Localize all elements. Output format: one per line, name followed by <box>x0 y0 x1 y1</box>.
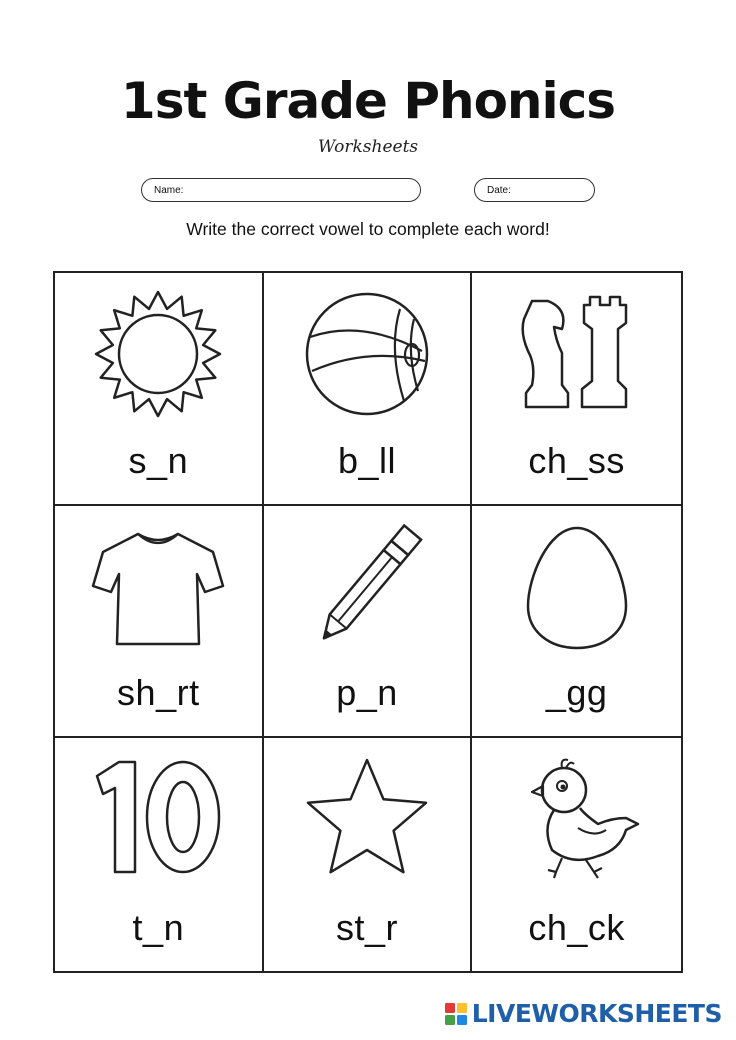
liveworksheets-brand: LIVEWORKSHEETS <box>471 999 722 1028</box>
pencil-icon <box>292 522 442 652</box>
chess-pieces-icon <box>502 289 652 419</box>
page-title: 1st Grade Phonics <box>120 72 616 130</box>
liveworksheets-logo <box>444 999 722 1028</box>
star-icon <box>292 754 442 884</box>
cell-ten <box>55 738 264 971</box>
page-subtitle: Worksheets <box>317 137 419 157</box>
date-field[interactable] <box>474 178 595 202</box>
chick-icon <box>502 754 652 884</box>
word-ten[interactable]: t_n <box>132 907 185 948</box>
ball-icon <box>292 289 442 419</box>
cell-ball <box>264 273 473 506</box>
word-ball[interactable]: b_ll <box>337 439 397 481</box>
egg-icon <box>502 522 652 652</box>
cell-star <box>264 738 473 971</box>
worksheet-grid <box>53 271 683 973</box>
cell-sun <box>55 273 264 506</box>
word-chick[interactable]: ch_ck <box>528 907 625 948</box>
word-shirt[interactable]: sh_rt <box>117 672 200 714</box>
cell-shirt <box>55 506 264 739</box>
cell-egg <box>472 506 681 739</box>
name-label: Name: <box>154 184 184 196</box>
date-label: Date: <box>487 184 511 196</box>
shirt-icon <box>83 522 233 652</box>
word-chess[interactable]: ch_ss <box>528 439 625 481</box>
sun-icon <box>83 289 233 419</box>
name-field[interactable] <box>141 178 421 202</box>
instruction-text: Write the correct vowel to complete each word! <box>186 219 550 239</box>
liveworksheets-logo-icon <box>444 1001 468 1027</box>
cell-chess <box>472 273 681 506</box>
word-pencil[interactable]: p_n <box>336 672 398 714</box>
number-ten-icon <box>83 754 233 884</box>
word-sun[interactable]: s_n <box>128 439 189 481</box>
cell-chick <box>472 738 681 971</box>
word-egg[interactable]: _gg <box>545 672 608 714</box>
cell-pencil <box>264 506 473 739</box>
word-star[interactable]: st_r <box>335 907 398 948</box>
